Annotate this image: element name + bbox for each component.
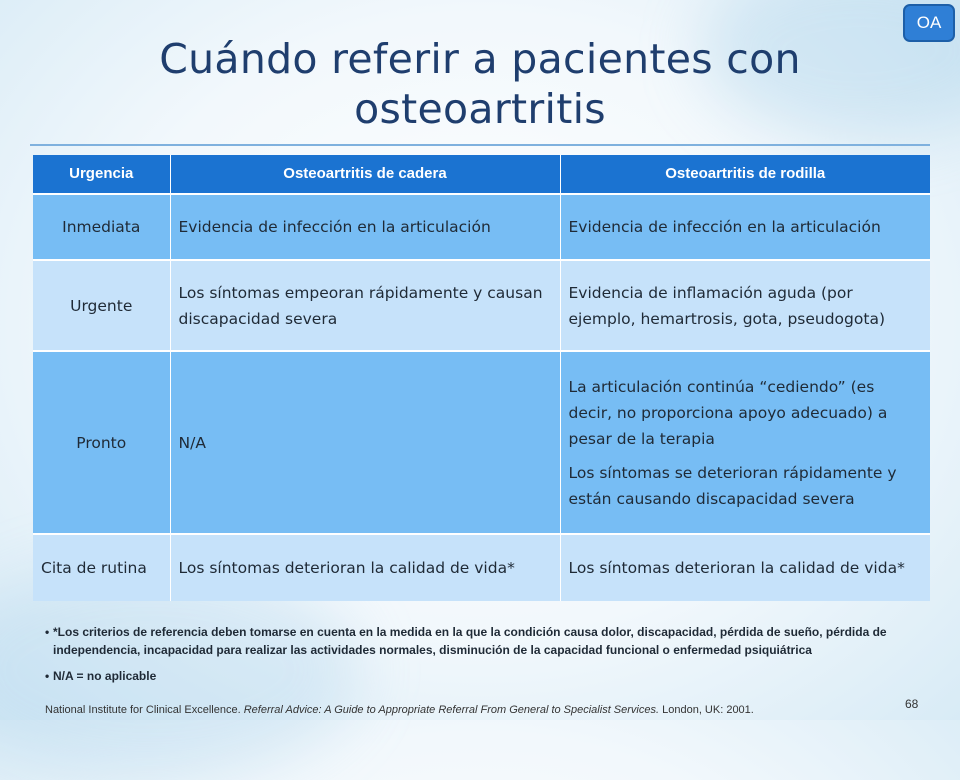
column-header-knee: Osteoartritis de rodilla xyxy=(560,155,930,194)
urgency-cell: Cita de rutina xyxy=(33,534,170,601)
referral-table xyxy=(33,155,930,601)
table-header-row xyxy=(33,155,930,194)
table-row xyxy=(33,194,930,260)
page-number: 68 xyxy=(905,697,919,711)
urgency-cell: Pronto xyxy=(33,351,170,534)
citation-title: Referral Advice: A Guide to Appropriate Referral From General to Specialist Services. xyxy=(243,704,660,716)
urgency-cell: Inmediata xyxy=(33,194,170,260)
column-header-hip: Osteoartritis de cadera xyxy=(170,155,560,194)
criteria-footnote: • *Los criterios de referencia deben tomarse en cuenta en la medida en la que la condición causa dolor, discapacidad, pérdida de sueño, pérdida de independencia, incapacidad para realizar las actividades normales, disminución de la capacidad funcional o enfermedad psiquiátrica xyxy=(45,623,905,659)
footnotes xyxy=(45,623,905,685)
table-row xyxy=(33,351,930,534)
knee-cell xyxy=(560,351,930,534)
na-footnote: • N/A = no aplicable xyxy=(45,667,905,685)
hip-cell: Los síntomas empeoran rápidamente y causan discapacidad severa xyxy=(170,260,560,351)
citation-prefix: National Institute for Clinical Excellence. xyxy=(45,704,241,716)
knee-cell-paragraph: Los síntomas se deterioran rápidamente y están causando discapacidad severa xyxy=(568,463,897,508)
title-divider xyxy=(30,144,930,146)
citation xyxy=(45,704,865,716)
knee-cell: Evidencia de infección en la articulación xyxy=(560,194,930,260)
column-header-urgency: Urgencia xyxy=(33,155,170,194)
knee-cell-paragraph: La articulación continúa “cediendo” (es decir, no proporciona apoyo adecuado) a pesar de la terapia xyxy=(568,377,888,448)
slide-title: Cuándo referir a pacientes con osteoartritis xyxy=(159,35,801,133)
hip-cell: Los síntomas deterioran la calidad de vida* xyxy=(170,534,560,601)
hip-cell: N/A xyxy=(170,351,560,534)
knee-cell: Los síntomas deterioran la calidad de vida* xyxy=(560,534,930,601)
table-row xyxy=(33,260,930,351)
table-row xyxy=(33,534,930,601)
oa-badge[interactable]: OA xyxy=(903,4,955,42)
citation-suffix: London, UK: 2001. xyxy=(662,704,754,716)
knee-cell: Evidencia de inflamación aguda (por ejemplo, hemartrosis, gota, pseudogota) xyxy=(560,260,930,351)
urgency-cell: Urgente xyxy=(33,260,170,351)
hip-cell: Evidencia de infección en la articulación xyxy=(170,194,560,260)
